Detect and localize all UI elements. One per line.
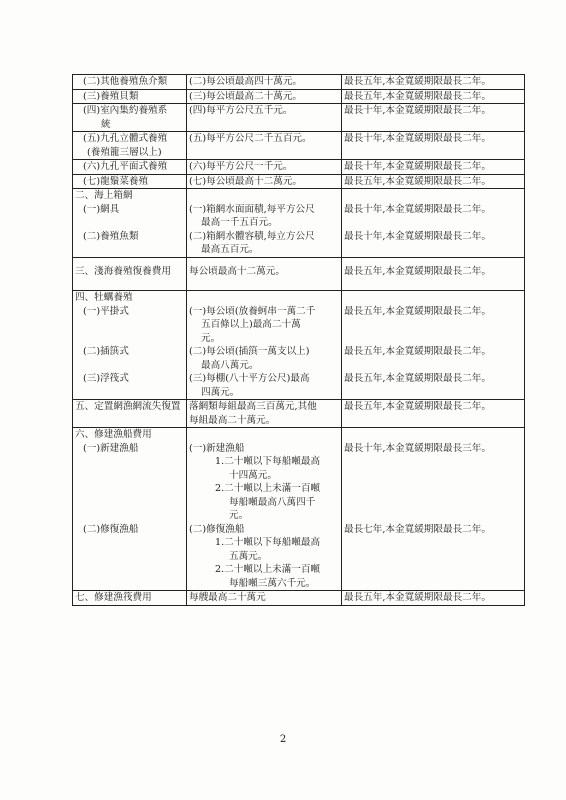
term-cell: 最長十年,本金寬緩期限最長二年。 (342, 104, 525, 132)
amount-cell: 落網類每組最高三百萬元,其他 每組最高二十萬元。 (187, 400, 342, 428)
amount-cell: (四)每平方公尺五千元。 (187, 104, 342, 132)
term-cell: 最長十年,本金寬緩期限最長二年。 (342, 160, 525, 175)
term-cell: 最長五年,本金寬緩期限最長二年。 (342, 591, 525, 606)
table-row (73, 104, 525, 132)
term-cell: 最長五年,本金寬緩期限最長二年。 (342, 75, 525, 90)
loan-terms-table (72, 74, 525, 606)
item-cell: (六)九孔平面式養殖 (73, 160, 187, 175)
item-cell: (五)九孔立體式養殖 (養殖籠三層以上) (73, 132, 187, 160)
item-cell: (四)室內集約養殖系 統 (73, 104, 187, 132)
term-cell: 最長十年,本金寬緩期限最長三年。 最長七年,本金寬緩期限最長二年。 (342, 428, 525, 591)
table-row (73, 174, 525, 189)
item-cell: (三)養殖貝類 (73, 89, 187, 104)
table-row (73, 591, 525, 606)
item-cell: 七、修建漁筏費用 (73, 591, 187, 606)
item-cell: 四、牡蠣養殖 (一)平掛式 (二)插篊式 (三)浮筏式 (73, 291, 187, 400)
item-cell: 五、定置網漁網流失復置 (73, 400, 187, 428)
amount-cell: (二)每公頃最高四十萬元。 (187, 75, 342, 90)
term-cell: 最長五年,本金寬緩期限最長二年。 (342, 400, 525, 428)
amount-cell: (三)每公頃最高二十萬元。 (187, 89, 342, 104)
item-cell: (七)龍鬚菜養殖 (73, 174, 187, 189)
table-row (73, 75, 525, 90)
table-row (73, 291, 525, 400)
table-row (73, 189, 525, 258)
amount-cell: (六)每平方公尺一千元。 (187, 160, 342, 175)
item-cell: 六、修建漁船費用 (一)新建漁船 (二)修復漁船 (73, 428, 187, 591)
amount-cell: 每公頃最高十二萬元。 (187, 257, 342, 291)
amount-cell: (七)每公頃最高十二萬元。 (187, 174, 342, 189)
page-number: 2 (279, 734, 287, 745)
amount-cell: (一)新建漁船 1.二十噸以下每船噸最高 十四萬元。 2.二十噸以上未滿一百噸 每船噸最高八萬四千 元。 (二)修復漁船 1.二十噸以下每船噸最高 五萬元。 2.二十噸以上未滿一百噸 每船噸三萬六千元。 (187, 428, 342, 591)
term-cell: 最長十年,本金寬緩期限最長二年。 最長十年,本金寬緩期限最長二年。 (342, 189, 525, 258)
item-cell: 三、淺海養殖復養費用 (73, 257, 187, 291)
item-cell: 二、海上箱網 (一)網具 (二)養殖魚類 (73, 189, 187, 258)
amount-cell: (一)每公頃(放養蚵串一萬二千 五百條以上)最高二十萬 元。 (二)每公頃(插篊一萬支以上) 最高八萬元。 (三)每棚(八十平方公尺)最高 四萬元。 (187, 291, 342, 400)
table-row (73, 257, 525, 291)
item-cell: (二)其他養殖魚介類 (73, 75, 187, 90)
table-row (73, 428, 525, 591)
amount-cell: 每艘最高二十萬元 (187, 591, 342, 606)
table-row (73, 89, 525, 104)
term-cell: 最長五年,本金寬緩期限最長二年。 (342, 257, 525, 291)
term-cell: 最長五年,本金寬緩期限最長二年。 (342, 174, 525, 189)
amount-cell: (五)每平方公尺二千五百元。 (187, 132, 342, 160)
table-row (73, 132, 525, 160)
term-cell: 最長十年,本金寬緩期限最長二年。 (342, 132, 525, 160)
amount-cell: (一)箱網水面面積,每平方公尺 最高一千五百元。 (二)箱網水體容積,每立方公尺 最高五百元。 (187, 189, 342, 258)
table-row (73, 160, 525, 175)
term-cell: 最長五年,本金寬緩期限最長二年。 最長五年,本金寬緩期限最長二年。 最長五年,本金寬緩期限最長二年。 (342, 291, 525, 400)
term-cell: 最長五年,本金寬緩期限最長二年。 (342, 89, 525, 104)
table-row (73, 400, 525, 428)
